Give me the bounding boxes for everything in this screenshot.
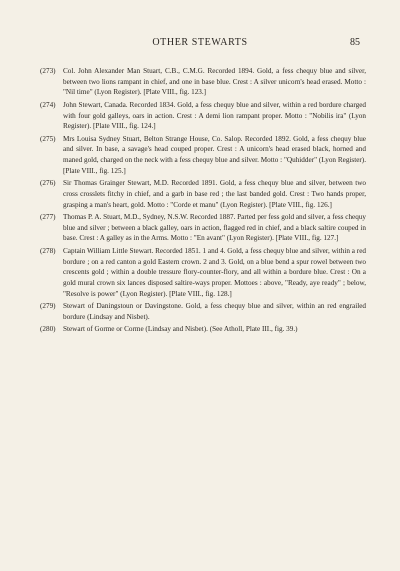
running-title: OTHER STEWARTS bbox=[152, 37, 248, 48]
entry-273 bbox=[40, 66, 366, 98]
entry-text: Col. John Alexander Man Stuart, C.B., C.M.G. Recorded 1894. Gold, a fess chequy blue and silver, between two lions rampant in chief, and one in base blue. Crest : A silver unicorn's head erased. Motto : "Nil time" (Lyon Register). [Plate VIII., fig. 123.] bbox=[63, 67, 366, 97]
entry-text: Captain William Little Stewart. Recorded 1851. 1 and 4. Gold, a fess chequy blue and silver, within a red bordure ; on a red canton a gold Eastern crown. 2 and 3. Gold, on a blue bend a spur rowel between two crescents gold ; within a double tressure flory-counter-flory, and all within a bordure blue. Crest : On a gold mural crown six lances disposed saltire-ways proper. Mottoes : above, "Ready, aye ready" ; below, "Resolve is power" (Lyon Register). [Plate VIII., fig. 128.] bbox=[63, 246, 366, 298]
entry-number: (274) bbox=[40, 100, 56, 109]
entry-276 bbox=[40, 178, 366, 210]
entry-text: John Stewart, Canada. Recorded 1834. Gold, a fess chequy blue and silver, within a red bordure charged with four gold galleys, oars in action. Crest : A demi lion rampant proper. Motto : "Nobilis ira" (Lyon Register). [Plate VIII., fig. 124.] bbox=[63, 100, 366, 131]
entry-text: Sir Thomas Grainger Stewart, M.D. Recorded 1891. Gold, a fess chequy blue and silver, between two cross crosslets fitchy in chief, and a garb in base red ; the last banded gold. Crest : Two hands proper, grasping a man's heart, gold. Motto : "Corde et manu" (Lyon Register). [Plate VIII., fig. 126.] bbox=[63, 179, 366, 209]
entry-275 bbox=[40, 134, 366, 177]
entry-278 bbox=[40, 246, 366, 299]
page-number: 85 bbox=[350, 37, 360, 48]
entry-number: (280) bbox=[40, 325, 56, 334]
entry-number: (277) bbox=[40, 213, 56, 222]
entry-number: (275) bbox=[40, 134, 56, 143]
entry-number: (278) bbox=[40, 246, 56, 255]
entry-280 bbox=[40, 324, 366, 335]
entry-text: Thomas P. A. Stuart, M.D., Sydney, N.S.W. Recorded 1887. Parted per fess gold and silver, a fess chequy blue and silver ; between a black galley, oars in action, flagged red in chief, and a black saltire couped in base. Crest : A galley as in the Arms. Motto : "En avant" (Lyon Register). [Plate VIII., fig. 127.] bbox=[63, 213, 367, 243]
entry-277 bbox=[40, 212, 366, 244]
entry-list bbox=[40, 66, 366, 337]
entry-279 bbox=[40, 301, 366, 322]
entry-number: (273) bbox=[40, 67, 56, 75]
entry-text: Stewart of Gorme or Corme (Lindsay and Nisbet). (See Atholl, Plate III., fig. 39.) bbox=[63, 325, 298, 334]
entry-text: Mrs Louisa Sydney Stuart, Belton Strange House, Co. Salop. Recorded 1892. Gold, a fess chequy blue and silver. In base, a savage's head couped proper. Crest : A unicorn's head erased black, horned and maned gold, charged on the neck with a fess chequy blue and silver. Motto : "Quhidder" (Lyon Register). [Plate VIII., fig. 125.] bbox=[63, 134, 366, 175]
entry-274 bbox=[40, 100, 366, 132]
entry-number: (279) bbox=[40, 302, 56, 311]
entry-number: (276) bbox=[40, 179, 56, 188]
entry-text: Stewart of Daningstoun or Davingstone. Gold, a fess chequy blue and silver, within an red engrailed bordure (Lindsay and Nisbet). bbox=[63, 302, 366, 321]
